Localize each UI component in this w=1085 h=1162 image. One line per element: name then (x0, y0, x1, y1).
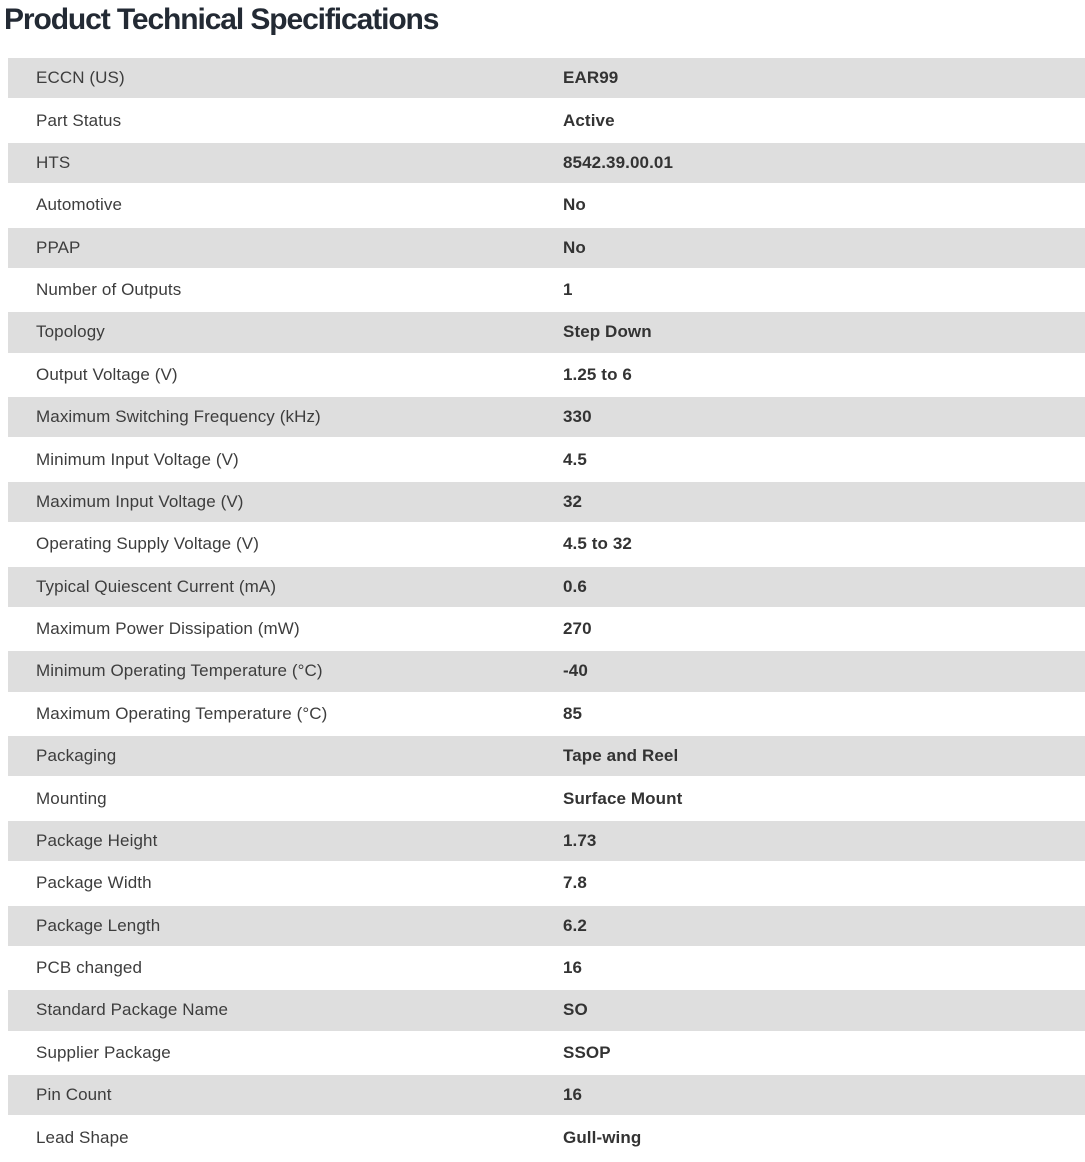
spec-value: Tape and Reel (563, 746, 679, 766)
spec-value: EAR99 (563, 68, 619, 88)
page-title: Product Technical Specifications (4, 3, 439, 36)
spec-label: PCB changed (36, 958, 143, 978)
spec-label: Maximum Power Dissipation (mW) (36, 619, 300, 639)
spec-value: 6.2 (563, 915, 587, 935)
spec-label: Maximum Input Voltage (V) (36, 491, 244, 511)
spec-value: Gull-wing (563, 1127, 642, 1147)
spec-row (8, 142, 1085, 184)
spec-row (8, 481, 1085, 523)
spec-value: 32 (563, 491, 583, 511)
spec-row (8, 396, 1085, 438)
spec-label: ECCN (US) (36, 68, 125, 88)
spec-value: Active (563, 110, 615, 130)
spec-value: 270 (563, 619, 592, 639)
spec-label: Packaging (36, 746, 117, 766)
spec-label: Number of Outputs (36, 280, 182, 300)
spec-row (8, 1074, 1085, 1116)
spec-label: Pin Count (36, 1085, 112, 1105)
spec-value: 0.6 (563, 576, 587, 596)
spec-label: Package Width (36, 873, 152, 893)
spec-value: 1.73 (563, 830, 597, 850)
spec-row (8, 862, 1085, 904)
spec-row (8, 1116, 1085, 1158)
spec-label: Maximum Switching Frequency (kHz) (36, 407, 321, 427)
spec-label: Operating Supply Voltage (V) (36, 534, 259, 554)
spec-value: SO (563, 1000, 588, 1020)
spec-value: 16 (563, 1085, 583, 1105)
spec-row (8, 989, 1085, 1031)
spec-row (8, 354, 1085, 396)
spec-value: 85 (563, 703, 583, 723)
spec-row (8, 227, 1085, 269)
spec-label: Minimum Operating Temperature (°C) (36, 661, 323, 681)
spec-value: 8542.39.00.01 (563, 152, 674, 172)
spec-value: 330 (563, 407, 592, 427)
spec-row (8, 438, 1085, 480)
spec-label: Standard Package Name (36, 1000, 229, 1020)
spec-row (8, 269, 1085, 311)
spec-value: No (563, 195, 586, 215)
spec-label: Package Length (36, 915, 161, 935)
spec-row (8, 820, 1085, 862)
spec-label: Maximum Operating Temperature (°C) (36, 703, 328, 723)
spec-row (8, 947, 1085, 989)
spec-label: Mounting (36, 788, 107, 808)
spec-row (8, 523, 1085, 565)
spec-value: 4.5 to 32 (563, 534, 632, 554)
spec-label: Output Voltage (V) (36, 364, 178, 384)
spec-label: Lead Shape (36, 1127, 129, 1147)
spec-value: SSOP (563, 1042, 611, 1062)
spec-label: Automotive (36, 195, 123, 215)
spec-value: Step Down (563, 322, 652, 342)
spec-table (0, 57, 1085, 1159)
spec-label: Minimum Input Voltage (V) (36, 449, 239, 469)
spec-value: Surface Mount (563, 788, 683, 808)
spec-value: No (563, 237, 586, 257)
spec-value: 16 (563, 958, 583, 978)
spec-row (8, 99, 1085, 141)
spec-row (8, 311, 1085, 353)
spec-label: HTS (36, 152, 71, 172)
spec-row (8, 184, 1085, 226)
spec-value: 1 (563, 280, 573, 300)
spec-row (8, 650, 1085, 692)
spec-row (8, 57, 1085, 99)
spec-row (8, 566, 1085, 608)
spec-value: 4.5 (563, 449, 587, 469)
spec-row (8, 905, 1085, 947)
spec-label: Supplier Package (36, 1042, 171, 1062)
spec-label: Topology (36, 322, 105, 342)
spec-row (8, 735, 1085, 777)
spec-value: 7.8 (563, 873, 587, 893)
spec-row (8, 777, 1085, 819)
spec-label: Part Status (36, 110, 122, 130)
spec-row (8, 1032, 1085, 1074)
spec-label: Typical Quiescent Current (mA) (36, 576, 277, 596)
spec-value: -40 (563, 661, 588, 681)
spec-row (8, 693, 1085, 735)
spec-row (8, 608, 1085, 650)
spec-label: Package Height (36, 830, 158, 850)
spec-label: PPAP (36, 237, 81, 257)
spec-value: 1.25 to 6 (563, 364, 632, 384)
